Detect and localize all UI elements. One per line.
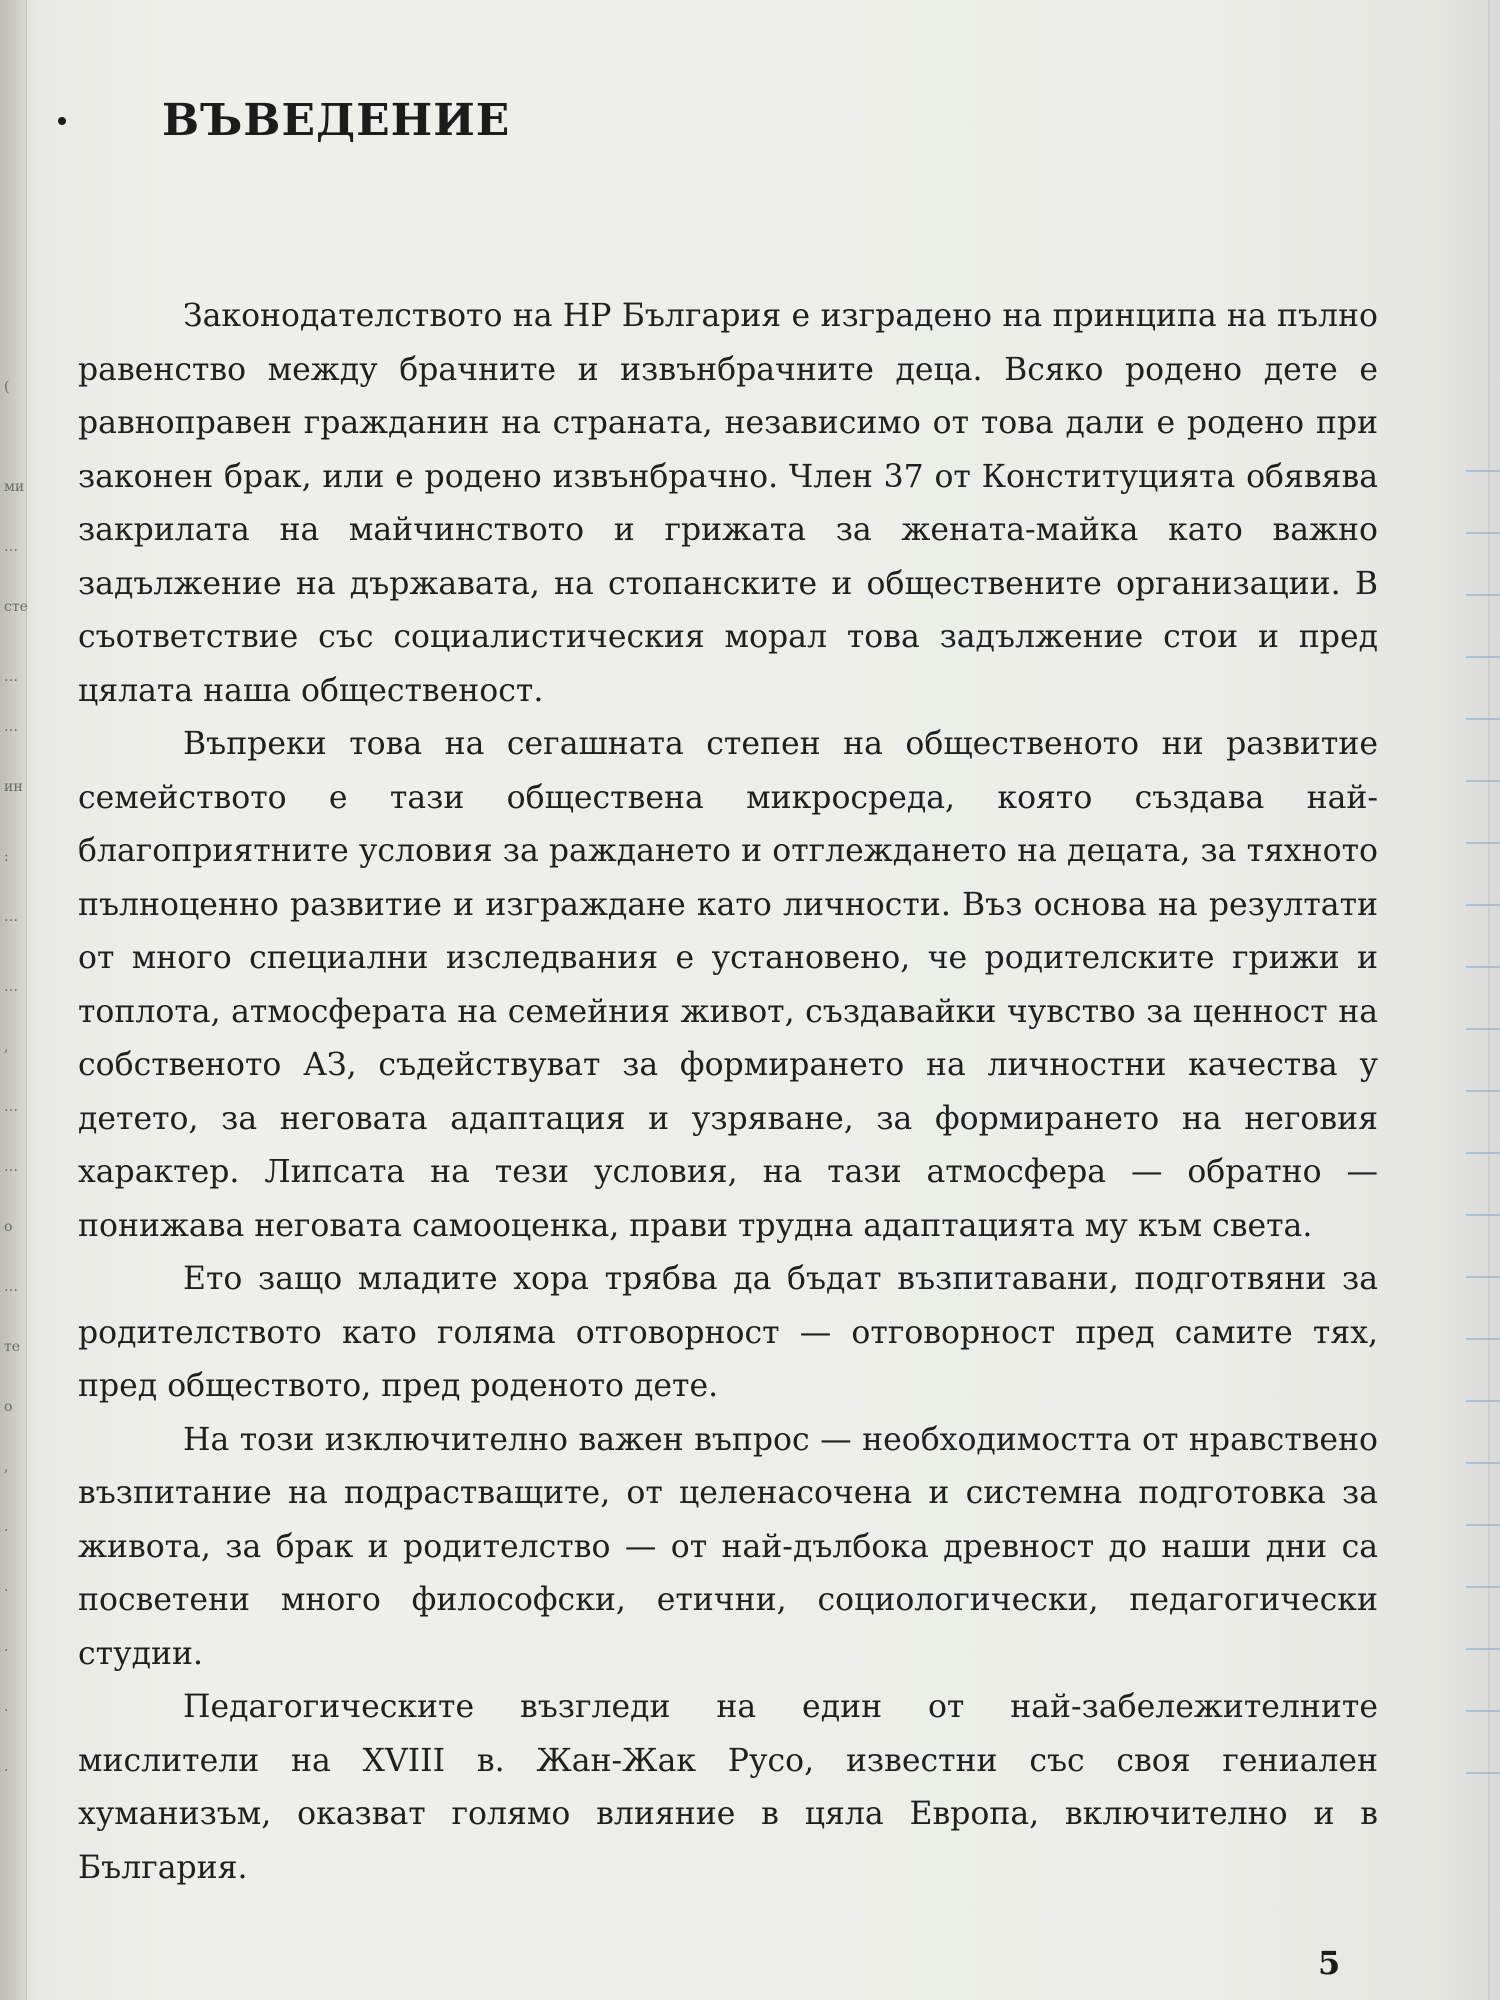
chapter-heading: ВЪВЕДЕНИЕ bbox=[162, 95, 511, 146]
heading-bullet-dot bbox=[58, 117, 66, 125]
notebook-ruled-line bbox=[1466, 1400, 1500, 1402]
paragraph-2: Въпреки това на сегашната степен на общественото ни развитие семейството е тази обществена микросреда, която създава най-благоприятните условия за раждането и отглеждането на децата, за тяхното пълноценно развитие и изграждане като личности. Въз основа на резултати от много специални изследвания е установено, че родителските грижи и топлота, атмосферата на семейния живот, създавайки чувство за ценност на собственото АЗ, съдействуват за формирането на личностни качества у детето, за неговата адаптация и узряване, за формирането на неговия характер. Липсата на тези условия, на тази атмосфера — обратно — понижава неговата самооценка, прави трудна адаптацията му към света. bbox=[78, 726, 1378, 1244]
previous-page-edge-marks: ( ми … сте … … ин : … … , … … о … те о , . . . . . bbox=[4, 379, 28, 1775]
notebook-ruled-line bbox=[1466, 718, 1500, 720]
body-text bbox=[78, 290, 1378, 1895]
notebook-ruled-line bbox=[1466, 594, 1500, 596]
notebook-ruled-line bbox=[1466, 1772, 1500, 1774]
notebook-edge bbox=[1488, 0, 1490, 2000]
notebook-ruled-line bbox=[1466, 1524, 1500, 1526]
paragraph-3: Ето защо младите хора трябва да бъдат възпитавани, подготвяни за родителството като голяма отговорност — отговорност пред самите тях, пред обществото, пред роденото дете. bbox=[78, 1261, 1378, 1404]
notebook-ruled-line bbox=[1466, 1586, 1500, 1588]
notebook-ruled-line bbox=[1466, 1648, 1500, 1650]
notebook-ruled-line bbox=[1466, 1152, 1500, 1154]
paragraph-4: На този изключително важен въпрос — необходимостта от нравствено възпитание на подрастващите, от целенасочена и системна подготовка за живота, за брак и родителство — от най-дълбока древност до наши дни са посветени много философски, етични, социологически, педагогически студии. bbox=[78, 1421, 1378, 1672]
paragraph-1: Законодателството на НР България е изградено на принципа на пълно равенство между брачните и извънбрачните деца. Всяко родено дете е равноправен гражданин на страната, независимо от това дали е родено при законен брак, или е родено извънбрачно. Член 37 от Конституцията обявява закрилата на майчинството и грижата за жената-майка като важно задължение на държавата, на стопанските и обществените организации. В съответствие със социалистическия морал това задължение стои и пред цялата наша общественост. bbox=[78, 298, 1378, 709]
notebook-ruled-line bbox=[1466, 780, 1500, 782]
notebook-ruled-line bbox=[1466, 1214, 1500, 1216]
paragraph-5: Педагогическите възгледи на един от най-забележителните мислители на XVIII в. Жан-Жак Русо, известни със своя гениален хуманизъм, оказват голямо влияние в цяла Европа, включително и в България. bbox=[78, 1689, 1378, 1886]
notebook-ruled-line bbox=[1466, 966, 1500, 968]
notebook-ruled-line bbox=[1466, 1462, 1500, 1464]
notebook-ruled-line bbox=[1466, 842, 1500, 844]
notebook-ruled-line bbox=[1466, 470, 1500, 472]
page-number: 5 bbox=[1318, 1944, 1341, 1982]
notebook-ruled-line bbox=[1466, 532, 1500, 534]
notebook-ruled-line bbox=[1466, 1090, 1500, 1092]
notebook-ruled-line bbox=[1466, 1276, 1500, 1278]
notebook-ruled-line bbox=[1466, 656, 1500, 658]
notebook-ruled-line bbox=[1466, 904, 1500, 906]
notebook-ruled-line bbox=[1466, 1710, 1500, 1712]
notebook-ruled-line bbox=[1466, 1028, 1500, 1030]
notebook-ruled-line bbox=[1466, 1338, 1500, 1340]
